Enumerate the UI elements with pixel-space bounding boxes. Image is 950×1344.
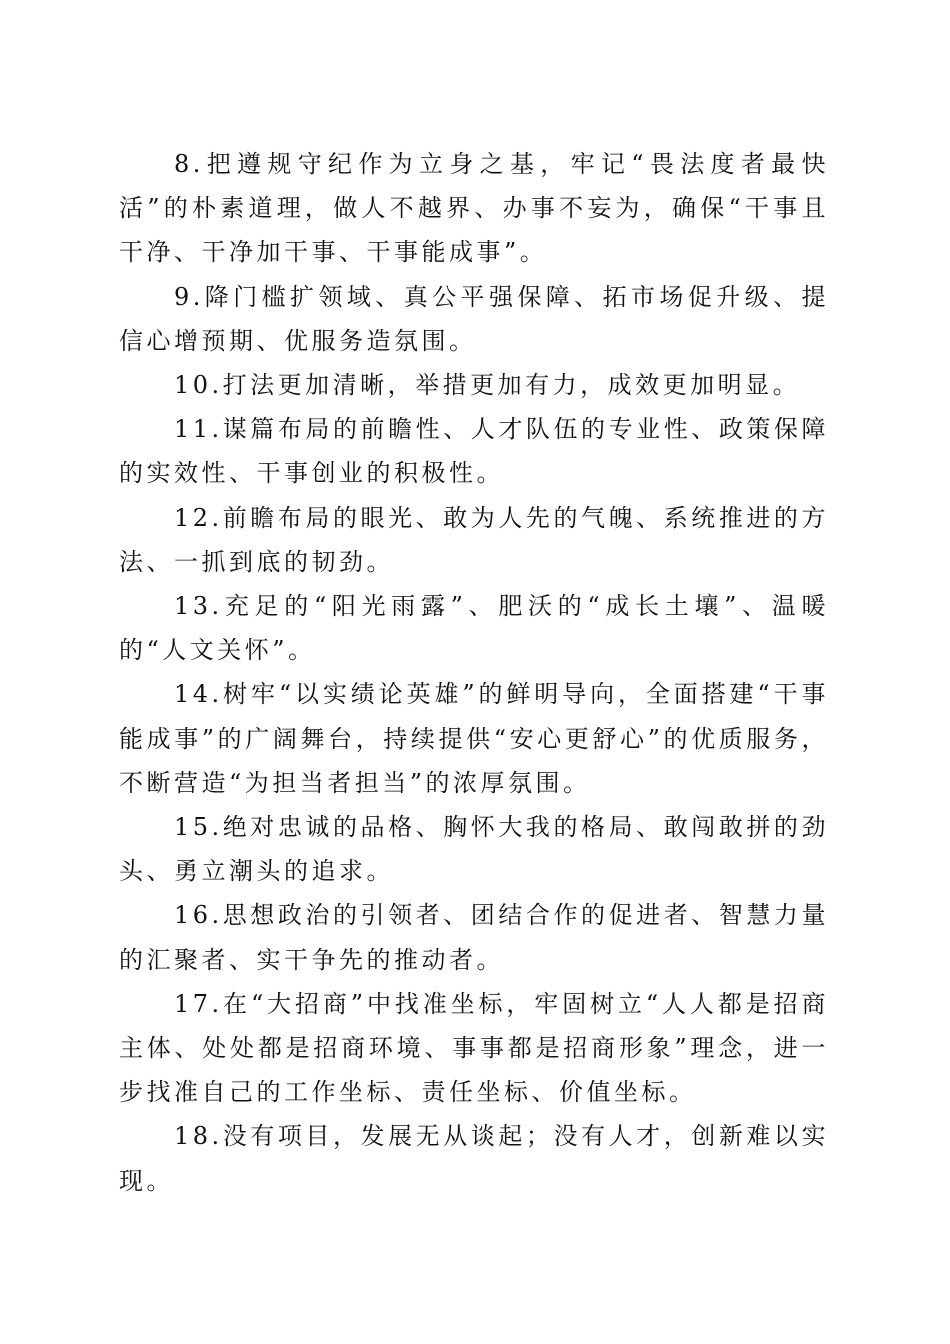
paragraph-item-14: 14.树牢“以实绩论英雄”的鲜明导向，全面搭建“干事能成事”的广阔舞台，持续提供“安心更舒心”的优质服务，不断营造“为担当者担当”的浓厚氛围。 bbox=[119, 680, 829, 797]
paragraph-item-10: 10.打法更加清晰，举措更加有力，成效更加明显。 bbox=[174, 371, 801, 400]
paragraph-item-15: 15.绝对忠诚的品格、胸怀大我的格局、敢闯敢拼的劲头、勇立潮头的追求。 bbox=[119, 813, 829, 886]
paragraph-item-12: 12.前瞻布局的眼光、敢为人先的气魄、系统推进的方法、一抓到底的韧劲。 bbox=[119, 503, 829, 576]
paragraph-item-18: 18.没有项目，发展无从谈起；没有人才，创新难以实现。 bbox=[119, 1122, 829, 1195]
paragraph-item-13: 13.充足的“阳光雨露”、肥沃的“成长土壤”、温暖的“人文关怀”。 bbox=[119, 592, 829, 665]
paragraph-item-17: 17.在“大招商”中找准坐标，牢固树立“人人都是招商主体、处处都是招商环境、事事都是招商形象”理念，进一步找准自己的工作坐标、责任坐标、价值坐标。 bbox=[119, 989, 829, 1107]
paragraph-item-8: 8.把遵规守纪作为立身之基，牢记“畏法度者最快活”的朴素道理，做人不越界、办事不妄为，确保“干事且干净、干净加干事、干事能成事”。 bbox=[119, 150, 829, 267]
paragraph-item-9: 9.降门槛扩领域、真公平强保障、拓市场促升级、提信心增预期、优服务造氛围。 bbox=[119, 282, 829, 355]
paragraph-item-16: 16.思想政治的引领者、团结合作的促进者、智慧力量的汇聚者、实干争先的推动者。 bbox=[119, 901, 829, 974]
document-body bbox=[119, 142, 829, 1203]
paragraph-item-11: 11.谋篇布局的前瞻性、人才队伍的专业性、政策保障的实效性、干事创业的积极性。 bbox=[119, 415, 829, 488]
